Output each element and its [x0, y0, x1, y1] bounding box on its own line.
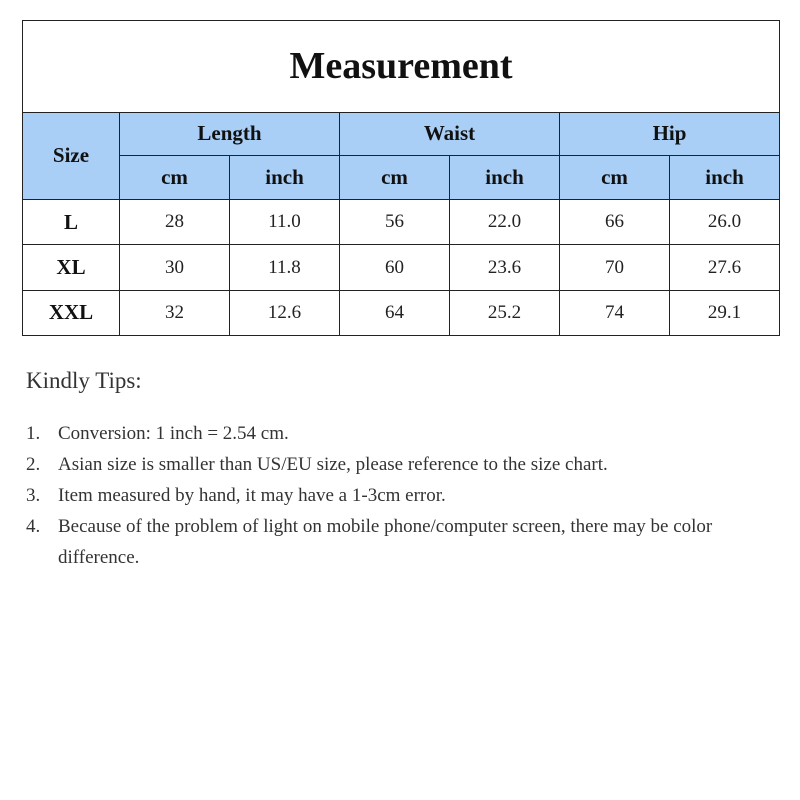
tip-text: Because of the problem of light on mobile phone/computer screen, there may be color difference. [58, 516, 713, 568]
size-header: Size [23, 112, 120, 200]
tip-number: 1. [26, 423, 41, 444]
waist-cm-cell: 56 [340, 200, 450, 245]
hip-inch-cell: 27.6 [670, 245, 780, 290]
hip-inch-cell: 26.0 [670, 200, 780, 245]
list-item [26, 418, 771, 449]
tip-text: Asian size is smaller than US/EU size, please reference to the size chart. [58, 454, 608, 475]
list-item [26, 480, 771, 511]
waist-cm-cell: 60 [340, 245, 450, 290]
tip-text: Conversion: 1 inch = 2.54 cm. [58, 423, 289, 444]
tips-title: Kindly Tips: [26, 368, 142, 393]
waist-header: Waist [340, 112, 560, 155]
kindly-tips-section [26, 368, 771, 573]
hip-inch-header: inch [670, 155, 780, 199]
table-row [23, 290, 780, 335]
waist-inch-cell: 23.6 [450, 245, 560, 290]
table-row [23, 245, 780, 290]
hip-cm-cell: 74 [560, 290, 670, 335]
length-inch-cell: 12.6 [230, 290, 340, 335]
waist-cm-cell: 64 [340, 290, 450, 335]
list-item [26, 449, 771, 480]
tips-list [26, 418, 771, 573]
hip-cm-cell: 70 [560, 245, 670, 290]
length-cm-cell: 30 [120, 245, 230, 290]
hip-header: Hip [560, 112, 780, 155]
tip-number: 4. [26, 516, 41, 537]
size-chart-table [22, 20, 780, 336]
length-cm-cell: 28 [120, 200, 230, 245]
waist-inch-cell: 25.2 [450, 290, 560, 335]
waist-inch-header: inch [450, 155, 560, 199]
size-cell: XL [23, 245, 120, 290]
tip-number: 3. [26, 485, 41, 506]
table-title: Measurement [23, 21, 780, 113]
hip-cm-cell: 66 [560, 200, 670, 245]
hip-cm-header: cm [560, 155, 670, 199]
length-inch-header: inch [230, 155, 340, 199]
tip-number: 2. [26, 454, 41, 475]
table-row [23, 200, 780, 245]
waist-cm-header: cm [340, 155, 450, 199]
tip-text: Item measured by hand, it may have a 1-3cm error. [58, 485, 446, 506]
length-inch-cell: 11.8 [230, 245, 340, 290]
length-cm-cell: 32 [120, 290, 230, 335]
length-header: Length [120, 112, 340, 155]
size-cell: L [23, 200, 120, 245]
size-cell: XXL [23, 290, 120, 335]
length-inch-cell: 11.0 [230, 200, 340, 245]
length-cm-header: cm [120, 155, 230, 199]
hip-inch-cell: 29.1 [670, 290, 780, 335]
list-item [26, 511, 771, 573]
waist-inch-cell: 22.0 [450, 200, 560, 245]
